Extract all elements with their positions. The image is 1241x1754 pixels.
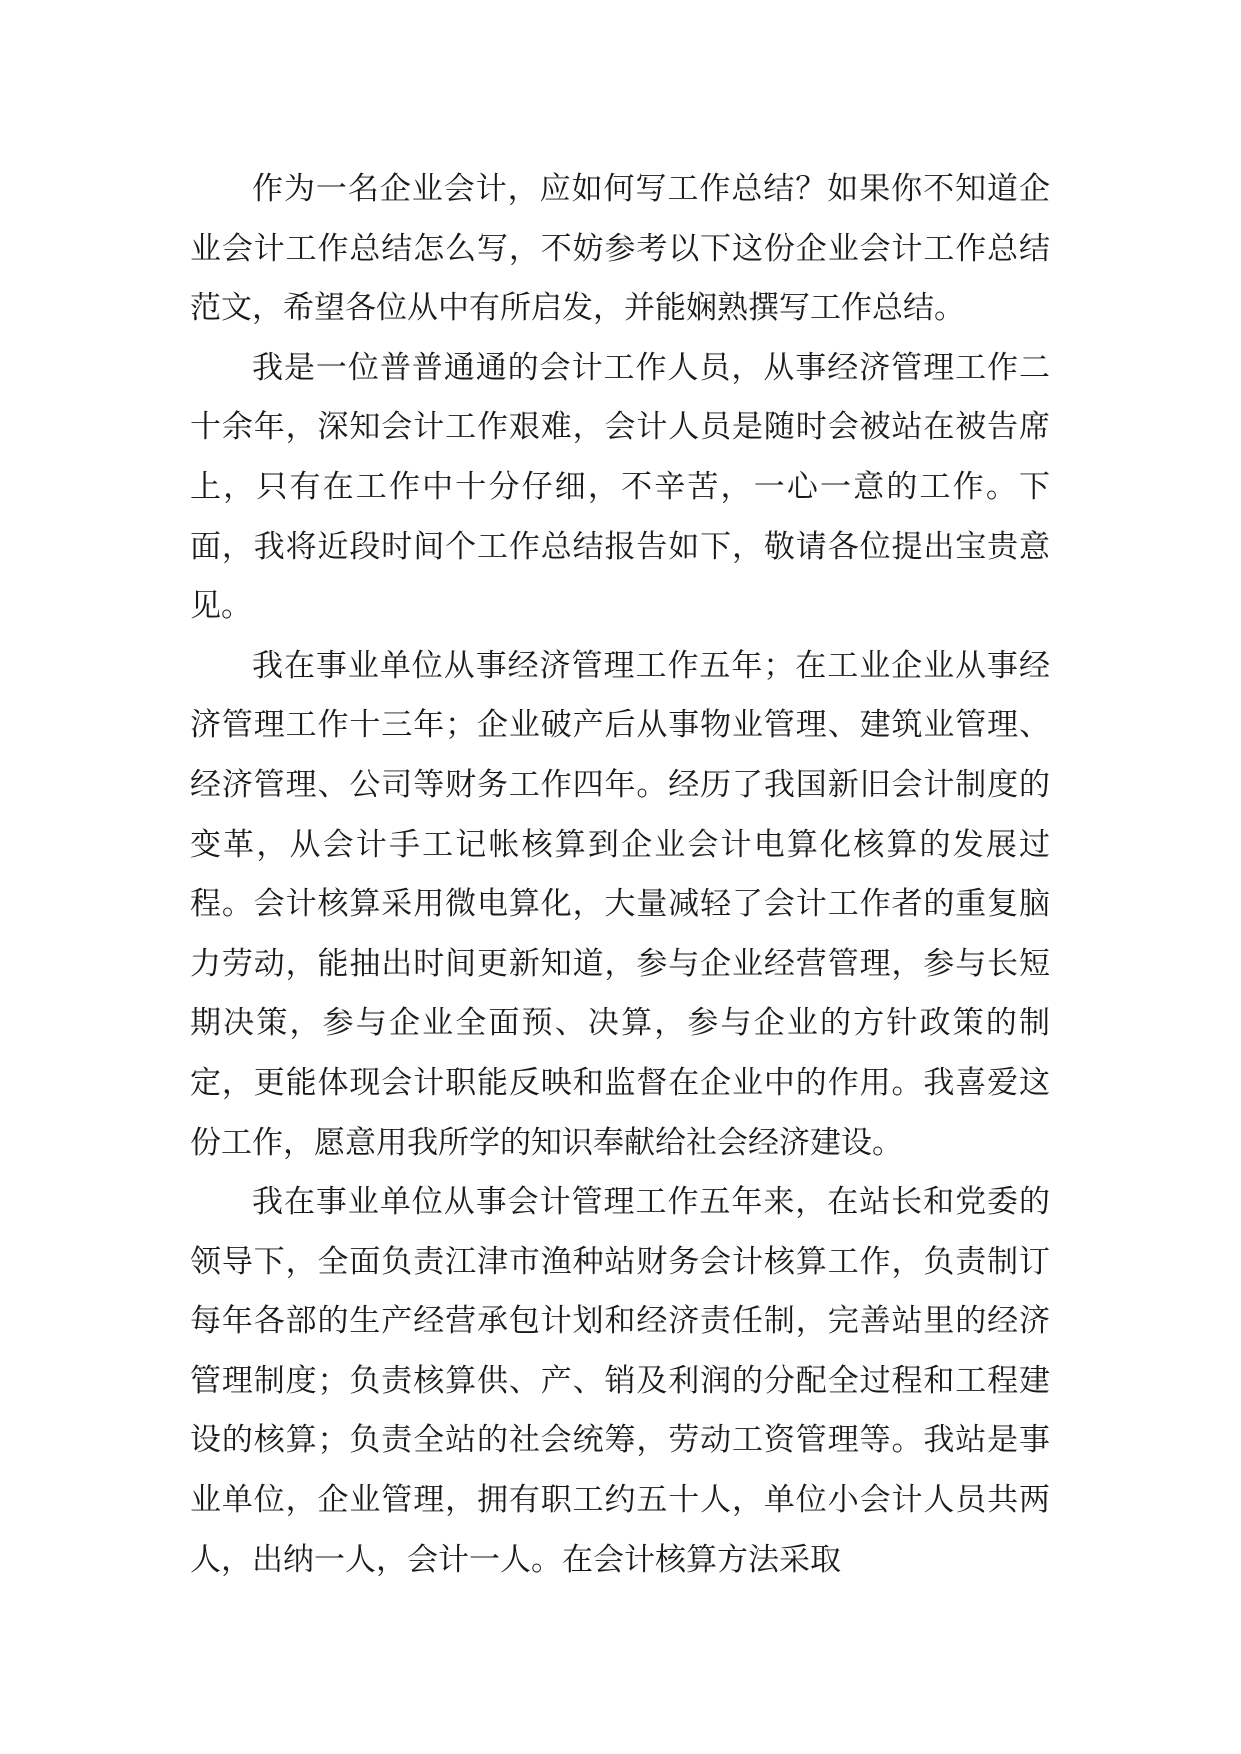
paragraph-intro: 作为一名企业会计，应如何写工作总结？如果你不知道企业会计工作总结怎么写，不妨参考以下这份企业会计工作总结范文，希望各位从中有所启发，并能娴熟撰写工作总结。 [190, 171, 1050, 327]
paragraph-self-introduction: 我是一位普普通通的会计工作人员，从事经济管理工作二十余年，深知会计工作艰难，会计人员是随时会被站在被告席上，只有在工作中十分仔细，不辛苦，一心一意的工作。下面，我将近段时间个工作总结报告如下，敬请各位提出宝贵意见。 [190, 349, 1050, 625]
paragraph-institution-work: 我在事业单位从事会计管理工作五年来，在站长和党委的领导下，全面负责江津市渔种站财务会计核算工作，负责制订每年各部的生产经营承包计划和经济责任制，完善站里的经济管理制度；负责核算供、产、销及利润的分配全过程和工程建设的核算；负责全站的社会统筹，劳动工资管理等。我站是事业单位，企业管理，拥有职工约五十人，单位小会计人员共两人，出纳一人，会计一人。在会计核算方法采取 [190, 1184, 1050, 1578]
document-body [190, 160, 1050, 1590]
paragraph-work-experience: 我在事业单位从事经济管理工作五年；在工业企业从事经济管理工作十三年；企业破产后从事物业管理、建筑业管理、经济管理、公司等财务工作四年。经历了我国新旧会计制度的变革，从会计手工记帐核算到企业会计电算化核算的发展过程。会计核算采用微电算化，大量减轻了会计工作者的重复脑力劳动，能抽出时间更新知道，参与企业经营管理，参与长短期决策，参与企业全面预、决算，参与企业的方针政策的制定，更能体现会计职能反映和监督在企业中的作用。我喜爱这份工作，愿意用我所学的知识奉献给社会经济建设。 [190, 647, 1050, 1161]
